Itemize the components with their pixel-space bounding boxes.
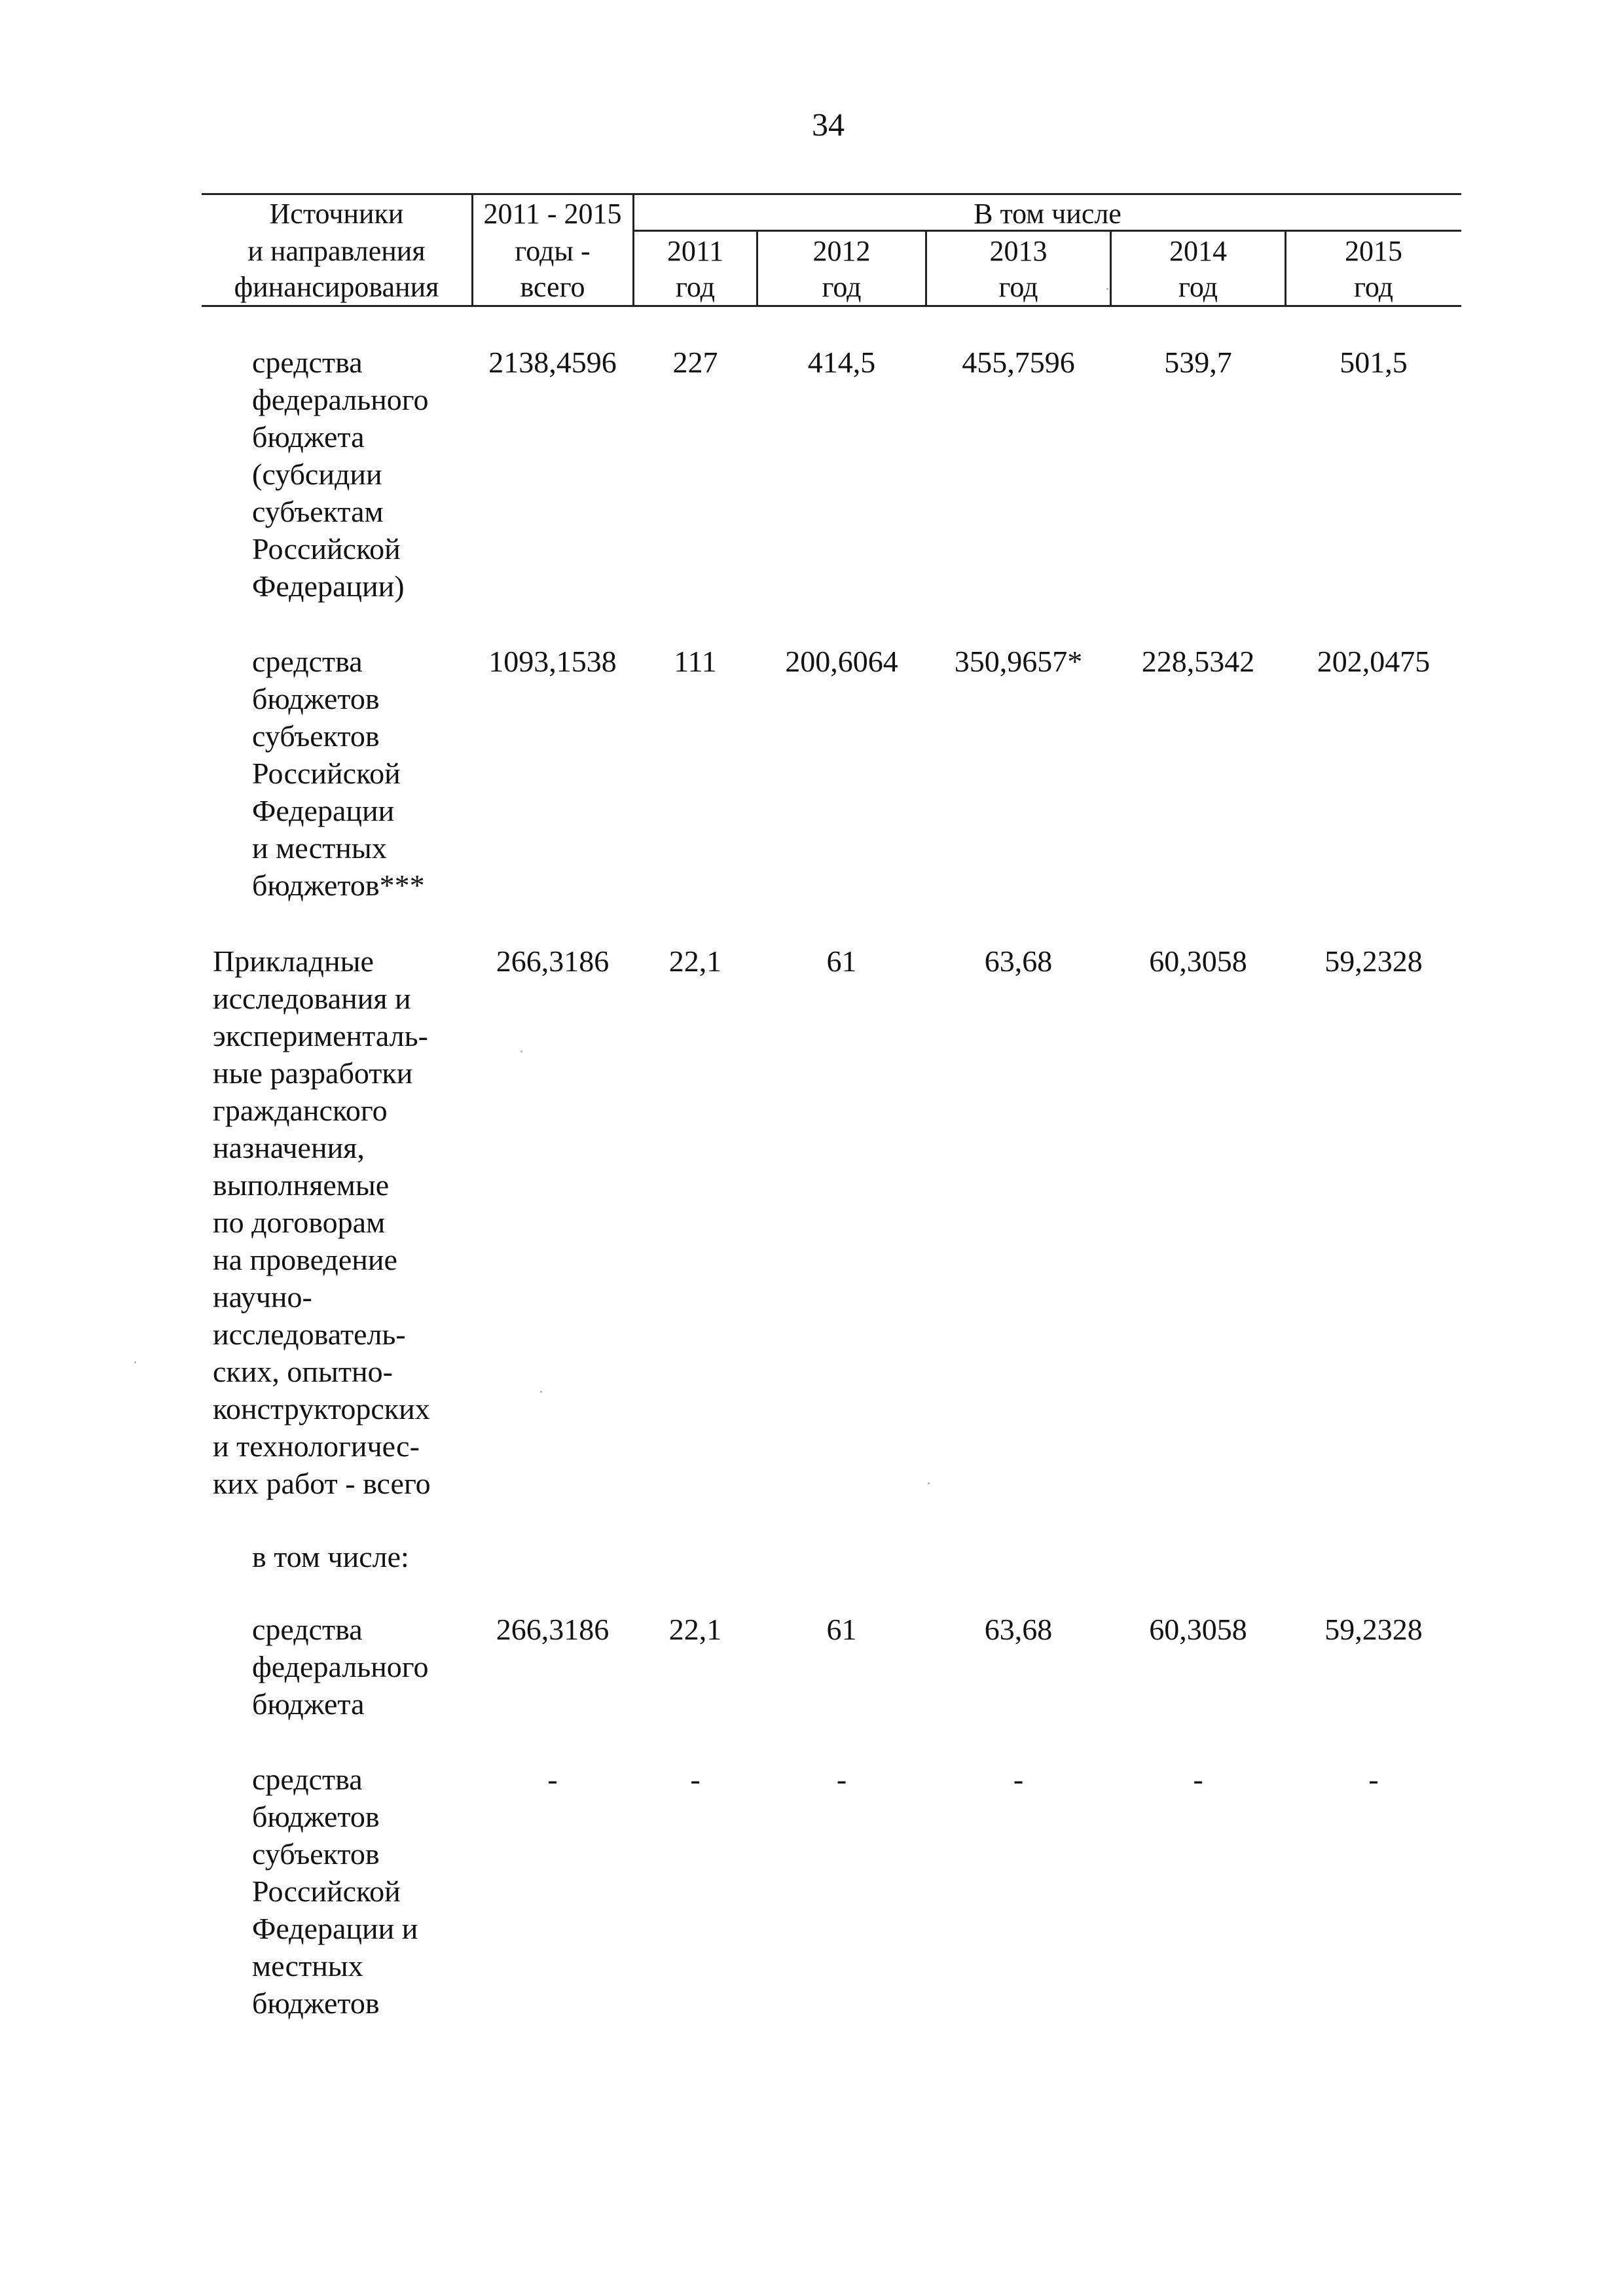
header-year-2012-unit: год — [822, 271, 862, 303]
scan-speck — [134, 1361, 136, 1363]
row3-total: 266,3186 — [496, 944, 610, 978]
row3-2015: 59,2328 — [1324, 944, 1423, 978]
row4-total: 266,3186 — [496, 1613, 610, 1646]
row2-2011: 111 — [674, 645, 717, 678]
header-sources-line1: Источники — [269, 198, 404, 230]
row1-2014: 539,7 — [1164, 346, 1232, 379]
row-label-regional-budgets: средства бюджетов субъектов Российской Федерации и местных бюджетов*** — [252, 645, 425, 902]
row4-2012: 61 — [826, 1613, 857, 1646]
row4-2015: 59,2328 — [1324, 1613, 1423, 1646]
header-total-line2: годы - — [515, 235, 591, 267]
header-year-2013: 2013 — [989, 235, 1048, 267]
row5-2012: - — [836, 1763, 847, 1796]
header-total-line1: 2011 - 2015 — [483, 198, 622, 230]
scan-speck — [1106, 288, 1108, 290]
scan-speck — [520, 1050, 522, 1052]
row5-total: - — [547, 1763, 558, 1796]
scan-speck — [540, 1391, 542, 1393]
header-sources-line2: и направления — [247, 235, 426, 267]
header-year-2014-unit: год — [1178, 271, 1218, 303]
row5-2011: - — [690, 1763, 701, 1796]
row2-total: 1093,1538 — [488, 645, 617, 678]
row1-2013: 455,7596 — [962, 346, 1075, 379]
header-year-2012: 2012 — [812, 235, 871, 267]
row5-2014: - — [1193, 1763, 1203, 1796]
header-year-2011-unit: год — [675, 271, 716, 303]
header-including: В том числе — [974, 198, 1122, 230]
scan-speck — [928, 1482, 930, 1484]
row-label-regional-local-budgets: средства бюджетов субъектов Российской Федерации и местных бюджетов — [252, 1763, 418, 2020]
header-year-2015: 2015 — [1345, 235, 1402, 267]
row3-2014: 60,3058 — [1149, 944, 1247, 978]
row4-2011: 22,1 — [668, 1613, 722, 1646]
row4-2013: 63,68 — [984, 1613, 1053, 1646]
row2-2012: 200,6064 — [785, 645, 898, 678]
row1-2015: 501,5 — [1340, 346, 1408, 379]
row-label-federal-subsidies: средства федерального бюджета (субсидии субъектам Российской Федерации) — [252, 346, 429, 603]
row5-2015: - — [1368, 1763, 1379, 1796]
row4-2014: 60,3058 — [1149, 1613, 1247, 1646]
header-year-2015-unit: год — [1353, 271, 1394, 303]
row1-2012: 414,5 — [807, 346, 876, 379]
header-year-2013-unit: год — [998, 271, 1038, 303]
row-label-applied-research: Прикладные исследования и эксперименталь- ные разработки гражданского назначения, выполняемые по договорам на проведение научно- исследователь- ских, опытно- конструкторских и технологичес- ких работ - всего — [213, 944, 431, 1500]
header-year-2014: 2014 — [1169, 235, 1227, 267]
row2-2013: 350,9657* — [954, 645, 1083, 678]
row1-total: 2138,4596 — [488, 346, 617, 379]
header-sources-line3: финансирования — [234, 271, 439, 303]
subheading-including: в том числе: — [252, 1540, 409, 1573]
row3-2013: 63,68 — [984, 944, 1053, 978]
row2-2015: 202,0475 — [1317, 645, 1431, 678]
row1-2011: 227 — [672, 346, 718, 379]
row2-2014: 228,5342 — [1141, 645, 1255, 678]
row3-2011: 22,1 — [668, 944, 722, 978]
row-label-federal-budget: средства федерального бюджета — [252, 1613, 429, 1721]
row5-2013: - — [1013, 1763, 1024, 1796]
header-total-line3: всего — [520, 271, 585, 303]
page-number: 34 — [812, 106, 845, 143]
row3-2012: 61 — [826, 944, 857, 978]
header-year-2011: 2011 — [666, 235, 724, 267]
